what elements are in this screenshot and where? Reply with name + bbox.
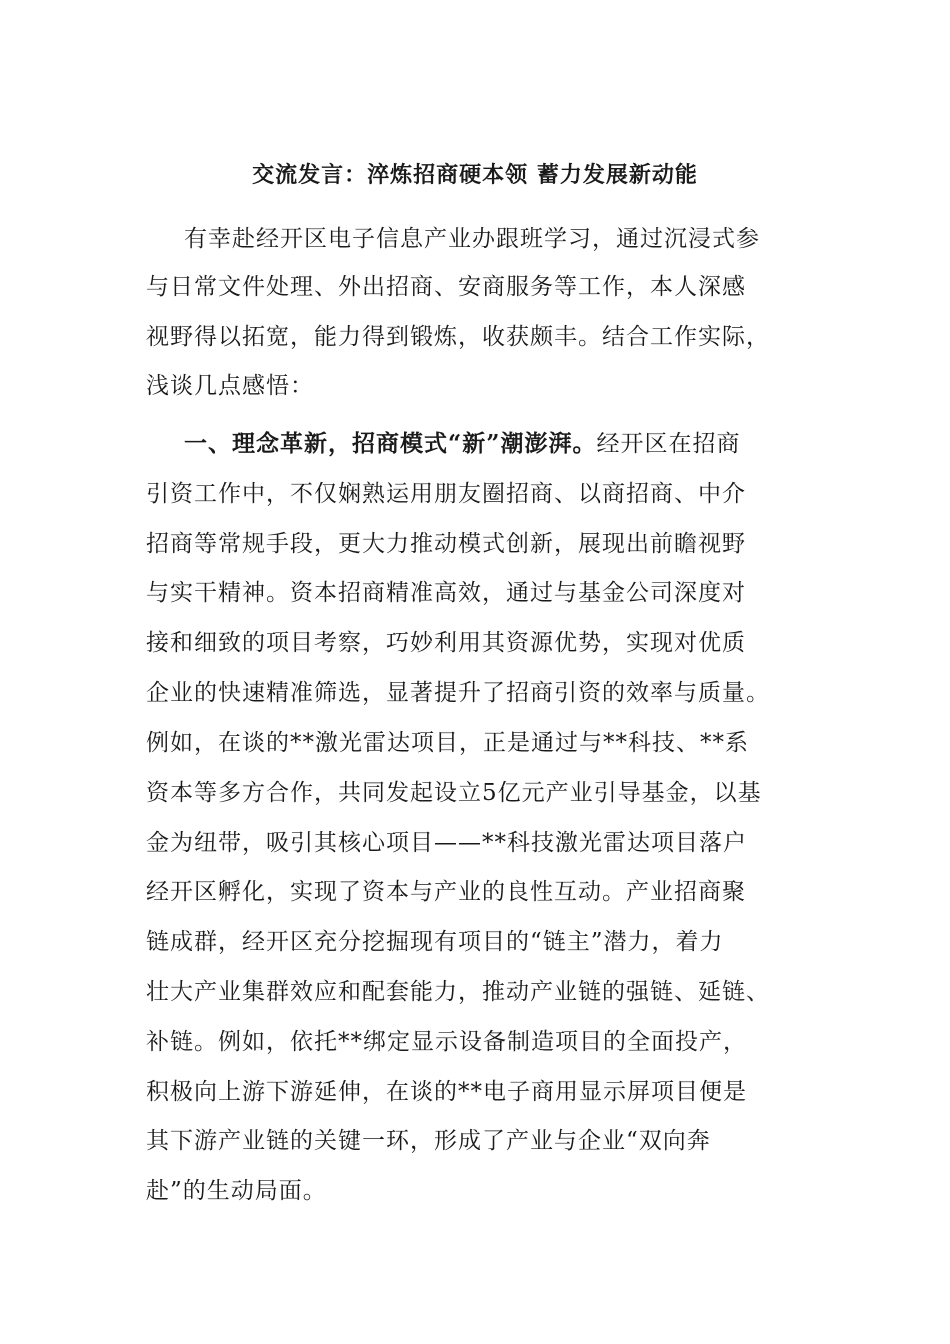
- section1-line: 引资工作中，不仅娴熟运用朋友圈招商、以商招商、中介: [146, 481, 746, 507]
- section1-first-line: [184, 427, 740, 461]
- section1-line: 补链。例如，依托**绑定显示设备制造项目的全面投产，: [146, 1029, 747, 1055]
- section1-first-line-rest: 经开区在招商: [596, 431, 741, 457]
- section1-line: 链成群，经开区充分挖掘现有项目的“链主”潜力，着力: [146, 929, 724, 955]
- section1-line: 经开区孵化，实现了资本与产业的良性互动。产业招商聚: [146, 879, 746, 905]
- intro-line-4: 浅谈几点感悟：: [146, 373, 314, 399]
- intro-line-3: 视野得以拓宽，能力得到锻炼，收获颇丰。结合工作实际，: [146, 324, 770, 350]
- section1-line: 例如，在谈的**激光雷达项目，正是通过与**科技、**系: [146, 730, 749, 756]
- section1-line: 壮大产业集群效应和配套能力，推动产业链的强链、延链、: [146, 979, 770, 1005]
- intro-line-2: 与日常文件处理、外出招商、安商服务等工作，本人深感: [146, 274, 746, 300]
- section1-line: 赴”的生动局面。: [146, 1178, 327, 1204]
- section1-line: 企业的快速精准筛选，显著提升了招商引资的效率与质量。: [146, 680, 770, 706]
- section1-line: 招商等常规手段，更大力推动模式创新，展现出前瞻视野: [146, 531, 746, 557]
- intro-line-1: 有幸赴经开区电子信息产业办跟班学习，通过沉浸式参: [184, 226, 760, 252]
- section1-line: 金为纽带，吸引其核心项目——**科技激光雷达项目落户: [146, 830, 747, 856]
- section1-heading: 一、理念革新，招商模式“新”潮澎湃。: [184, 430, 597, 457]
- section1-line: 资本等多方合作，共同发起设立5亿元产业引导基金，以基: [146, 780, 762, 806]
- section1-line: 与实干精神。资本招商精准高效，通过与基金公司深度对: [146, 580, 746, 606]
- section1-line: 接和细致的项目考察，巧妙利用其资源优势，实现对优质: [146, 630, 746, 656]
- section1-line: 其下游产业链的关键一环，形成了产业与企业“双向奔: [146, 1128, 711, 1154]
- section1-line: 积极向上游下游延伸，在谈的**电子商用显示屏项目便是: [146, 1079, 747, 1105]
- document-title: 交流发言：淬炼招商硬本领 蓄力发展新动能: [252, 162, 698, 188]
